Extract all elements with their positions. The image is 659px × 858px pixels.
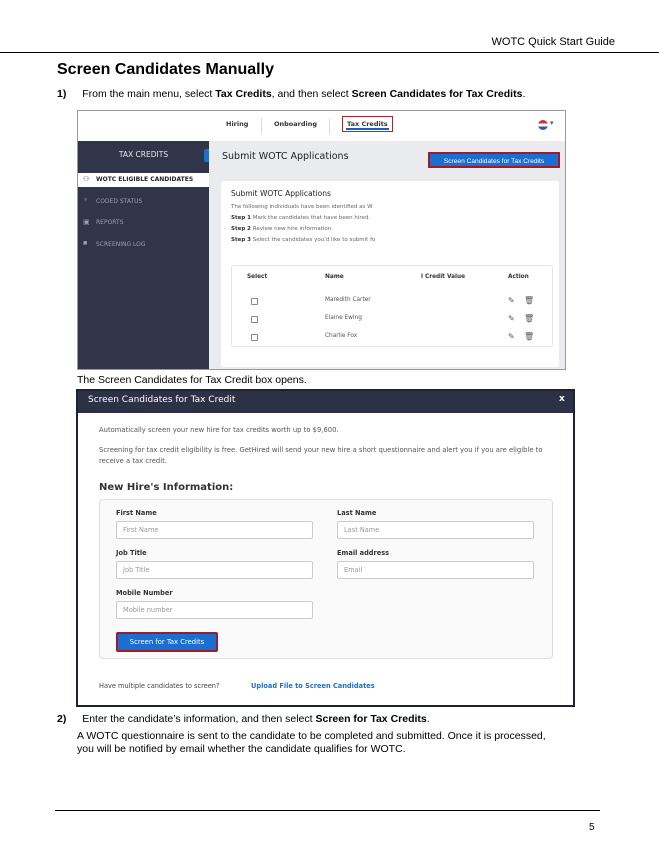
job-title-label: Job Title bbox=[116, 549, 147, 557]
email-label: Email address bbox=[337, 549, 390, 557]
step-2-text-pre: Enter the candidate’s information, and then select bbox=[82, 713, 316, 725]
page-number: 5 bbox=[589, 822, 595, 833]
language-flag-icon[interactable] bbox=[538, 120, 548, 130]
reports-icon: ▣ bbox=[83, 219, 90, 226]
step-2-number: 2) bbox=[57, 713, 67, 725]
first-name-label: First Name bbox=[116, 509, 157, 517]
trash-icon[interactable]: 🗑 bbox=[524, 332, 535, 341]
edit-icon[interactable]: ✎ bbox=[508, 314, 515, 323]
step-label: Step 3 bbox=[231, 237, 251, 243]
candidates-table bbox=[231, 265, 553, 347]
modal-intro-2: Screening for tax credit eligibility is free. GetHired will send your new hire a short questionnaire and alert you if you are eligible to receive a tax credit. bbox=[99, 446, 543, 465]
card-intro: The following individuals have been identified as W bbox=[231, 204, 373, 210]
screen-candidates-button[interactable]: Screen Candidates for Tax Credits bbox=[428, 152, 560, 168]
status-icon: ♆ bbox=[83, 197, 89, 204]
step-2-detail-line-1: A WOTC questionnaire is sent to the candidate to be completed and submitted. Once it is processed, bbox=[77, 730, 546, 742]
screenshot-screen-candidates-modal bbox=[76, 389, 575, 707]
mobile-label: Mobile Number bbox=[116, 589, 173, 597]
step-label: Step 1 bbox=[231, 215, 251, 221]
step-1-text-mid: , and then select bbox=[271, 88, 352, 100]
step-2 bbox=[57, 713, 430, 725]
upload-file-link[interactable]: Upload File to Screen Candidates bbox=[251, 682, 375, 690]
mobile-input[interactable]: Mobile number bbox=[116, 601, 313, 619]
sidebar bbox=[78, 141, 209, 369]
nav-active-underline bbox=[346, 128, 389, 130]
modal-title: Screen Candidates for Tax Credit bbox=[88, 395, 236, 405]
card-step-1 bbox=[231, 215, 381, 221]
nav-tax-credits-label: Tax Credits bbox=[347, 120, 388, 128]
section-title: Screen Candidates Manually bbox=[57, 61, 274, 78]
last-name-input[interactable]: Last Name bbox=[337, 521, 534, 539]
nav-separator bbox=[261, 118, 262, 134]
step-label: Step 2 bbox=[231, 226, 251, 232]
nav-tax-credits[interactable] bbox=[342, 116, 393, 132]
document-header-title: WOTC Quick Start Guide bbox=[491, 36, 615, 48]
footer-divider bbox=[55, 810, 600, 811]
job-title-input[interactable]: Job Title bbox=[116, 561, 313, 579]
step-1-text-pre: From the main menu, select bbox=[82, 88, 216, 100]
column-header-action: Action bbox=[508, 274, 529, 280]
sidebar-item-coded-status[interactable]: CODED STATUS bbox=[96, 198, 143, 205]
sidebar-item-reports[interactable]: REPORTS bbox=[96, 219, 124, 226]
last-name-label: Last Name bbox=[337, 509, 377, 517]
table-row bbox=[232, 310, 552, 328]
caption: The Screen Candidates for Tax Credit box opens. bbox=[77, 374, 307, 386]
chevron-down-icon[interactable]: ▾ bbox=[550, 120, 554, 127]
first-name-input[interactable]: First Name bbox=[116, 521, 313, 539]
page-title: Submit WOTC Applications bbox=[222, 151, 349, 162]
step-text: Review new hire information. bbox=[251, 226, 334, 232]
candidate-name: Maredith Carter bbox=[325, 297, 371, 303]
close-icon[interactable]: x bbox=[559, 394, 565, 404]
document-header bbox=[0, 34, 659, 53]
new-hire-form bbox=[99, 499, 553, 659]
step-2-bold: Screen for Tax Credits bbox=[315, 713, 427, 725]
users-icon: ⚇ bbox=[83, 176, 90, 183]
upload-question: Have multiple candidates to screen? bbox=[99, 682, 220, 690]
select-checkbox[interactable] bbox=[251, 334, 258, 341]
step-text: Select the candidates you'd like to submit fo bbox=[251, 237, 376, 243]
select-checkbox[interactable] bbox=[251, 316, 258, 323]
step-1-bold-2: Screen Candidates for Tax Credits bbox=[351, 88, 523, 100]
sidebar-item-wotc-eligible[interactable]: WOTC ELIGIBLE CANDIDATES bbox=[96, 176, 194, 183]
candidate-name: Charlie Fox bbox=[325, 333, 358, 339]
step-2-text-post: . bbox=[426, 713, 430, 725]
modal-intro-1: Automatically screen your new hire for tax credits worth up to $9,600. bbox=[99, 426, 339, 434]
edit-icon[interactable]: ✎ bbox=[508, 332, 515, 341]
column-header-select: Select bbox=[247, 274, 268, 280]
table-row bbox=[232, 328, 552, 346]
trash-icon[interactable]: 🗑 bbox=[524, 296, 535, 305]
card-step-2 bbox=[231, 226, 381, 232]
step-1-bold-1: Tax Credits bbox=[215, 88, 272, 100]
sidebar-item-screening-log[interactable]: SCREENING LOG bbox=[96, 241, 146, 248]
submit-card bbox=[221, 181, 559, 367]
new-hire-title: New Hire's Information: bbox=[99, 482, 234, 493]
step-text: Mark the candidates that have been hired. bbox=[251, 215, 371, 221]
table-row bbox=[232, 292, 552, 310]
trash-icon[interactable]: 🗑 bbox=[524, 314, 535, 323]
step-1-text-post: . bbox=[522, 88, 526, 100]
top-nav bbox=[78, 111, 565, 142]
sidebar-title: TAX CREDITS bbox=[118, 150, 169, 159]
column-header-name: Name bbox=[325, 274, 344, 280]
edit-icon[interactable]: ✎ bbox=[508, 296, 515, 305]
main-content bbox=[209, 141, 565, 369]
log-icon: ■ bbox=[83, 240, 88, 247]
nav-onboarding[interactable]: Onboarding bbox=[274, 120, 318, 128]
screen-for-tax-credits-button[interactable]: Screen for Tax Credits bbox=[116, 632, 218, 652]
step-1-number: 1) bbox=[57, 88, 67, 100]
column-header-credit-value: l Credit Value bbox=[421, 274, 466, 280]
candidate-name: Elaine Ewing bbox=[325, 315, 362, 321]
nav-hiring[interactable]: Hiring bbox=[226, 120, 249, 128]
card-title: Submit WOTC Applications bbox=[231, 189, 331, 198]
nav-separator bbox=[329, 118, 330, 134]
card-step-3 bbox=[231, 237, 381, 243]
screenshot-tax-credits-page bbox=[77, 110, 566, 370]
modal-header bbox=[78, 391, 573, 413]
select-checkbox[interactable] bbox=[251, 298, 258, 305]
step-2-detail-line-2: you will be notified by email whether the candidate qualifies for WOTC. bbox=[77, 743, 406, 755]
email-input[interactable]: Email bbox=[337, 561, 534, 579]
step-1 bbox=[57, 88, 525, 100]
